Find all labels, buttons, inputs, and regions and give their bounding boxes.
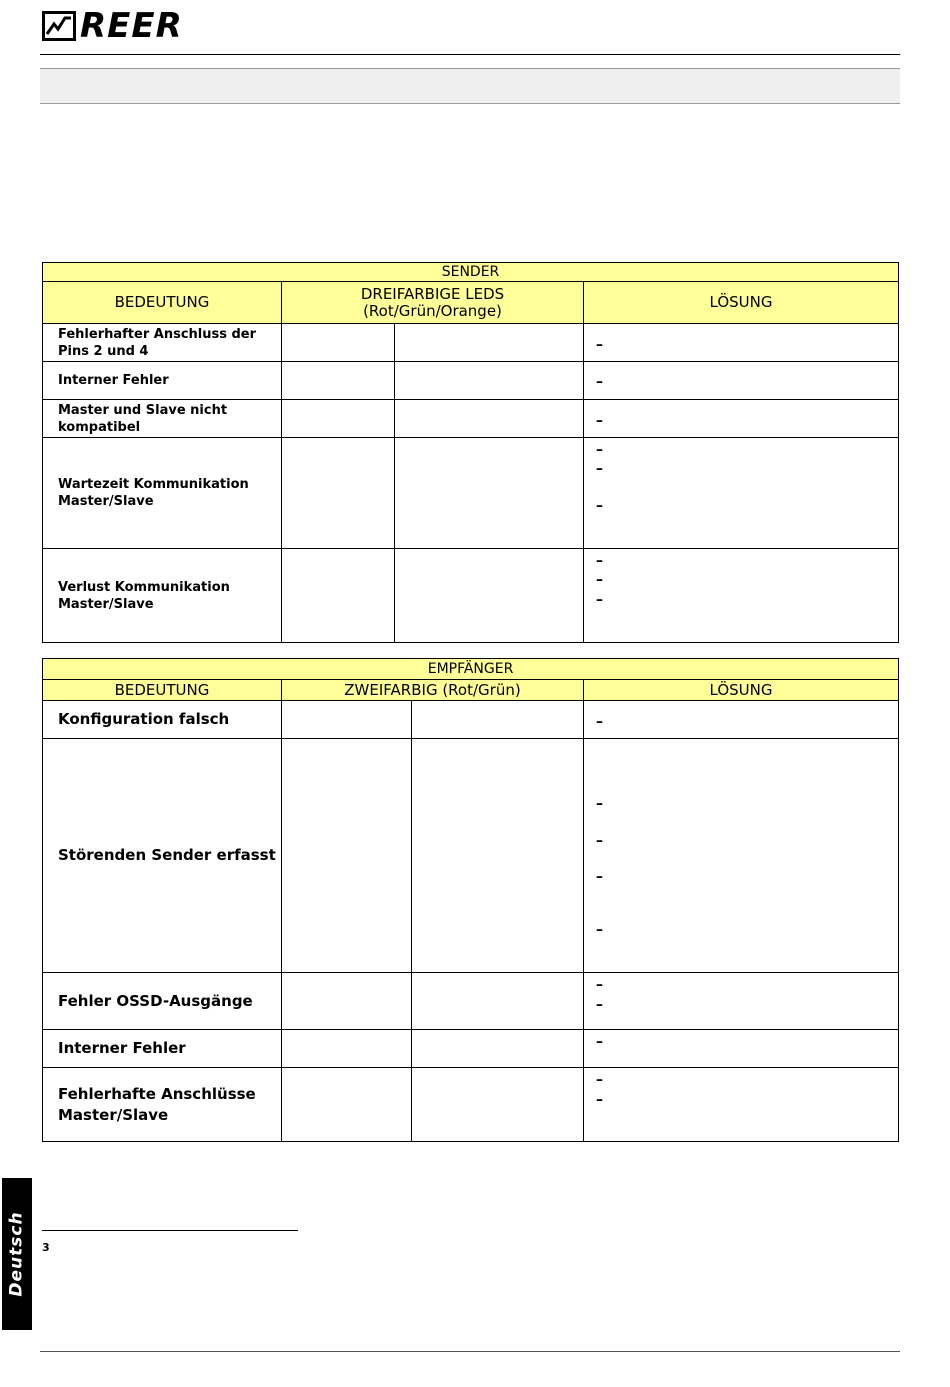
footer-rule — [40, 1351, 900, 1352]
receiver-col-solution: LÖSUNG — [584, 680, 899, 701]
solution-dash: – — [596, 442, 603, 458]
sender-caption: SENDER — [43, 263, 899, 282]
table-row — [43, 324, 899, 362]
table-row — [43, 973, 899, 1030]
solution-dash: – — [596, 833, 603, 849]
solution-dash: – — [596, 413, 603, 429]
table-row — [43, 1068, 899, 1142]
row-meaning: Verlust Kommunikation Master/Slave — [43, 549, 282, 643]
footnote-rule — [42, 1230, 298, 1231]
sender-col-leds — [282, 282, 584, 324]
receiver-col-leds: ZWEIFARBIG (Rot/Grün) — [282, 680, 584, 701]
row-meaning: Interner Fehler — [43, 1030, 282, 1068]
sender-col-leds-line1: DREIFARBIGE LEDS — [360, 284, 505, 303]
logo-text: REER — [80, 6, 183, 46]
solution-dash: – — [596, 1092, 603, 1108]
sender-col-meaning: BEDEUTUNG — [43, 282, 282, 324]
sender-table — [42, 262, 899, 643]
logo-mark-icon — [42, 11, 76, 41]
solution-dash: – — [596, 498, 603, 514]
solution-dash: – — [596, 1034, 603, 1050]
language-tab — [2, 1178, 32, 1330]
sender-col-solution: LÖSUNG — [584, 282, 899, 324]
table-row — [43, 438, 899, 549]
row-meaning: Fehler OSSD-Ausgänge — [43, 973, 282, 1030]
solution-dash: – — [596, 922, 603, 938]
table-row — [43, 362, 899, 400]
solution-dash: – — [596, 461, 603, 477]
row-meaning: Störenden Sender erfasst — [43, 739, 282, 973]
row-meaning: Interner Fehler — [43, 362, 282, 400]
table-row — [43, 739, 899, 973]
receiver-col-meaning: BEDEUTUNG — [43, 680, 282, 701]
table-row — [43, 1030, 899, 1068]
solution-dash: – — [596, 572, 603, 588]
receiver-table — [42, 658, 899, 1142]
table-row — [43, 400, 899, 438]
row-meaning: Wartezeit Kommunikation Master/Slave — [43, 438, 282, 549]
solution-dash: – — [596, 592, 603, 608]
solution-dash: – — [596, 374, 603, 390]
footnote-number: 3 — [42, 1241, 50, 1254]
sender-col-leds-line2: (Rot/Grün/Orange) — [363, 301, 502, 320]
solution-dash: – — [596, 977, 603, 993]
solution-dash: – — [596, 796, 603, 812]
table-row — [43, 701, 899, 739]
reer-logo — [42, 8, 183, 44]
language-tab-label: Deutsch — [7, 1211, 28, 1297]
solution-dash: – — [596, 869, 603, 885]
row-meaning: Konfiguration falsch — [43, 701, 282, 739]
row-meaning: Master und Slave nicht kompatibel — [43, 400, 282, 438]
row-meaning: Fehlerhafter Anschluss der Pins 2 und 4 — [43, 324, 282, 362]
receiver-caption: EMPFÄNGER — [43, 659, 899, 680]
table-row — [43, 549, 899, 643]
solution-dash: – — [596, 553, 603, 569]
solution-dash: – — [596, 1072, 603, 1088]
header-rule — [40, 54, 900, 55]
header-band — [40, 68, 900, 104]
solution-dash: – — [596, 337, 603, 353]
row-meaning: Fehlerhafte Anschlüsse Master/Slave — [43, 1068, 282, 1142]
solution-dash: – — [596, 714, 603, 730]
solution-dash: – — [596, 997, 603, 1013]
